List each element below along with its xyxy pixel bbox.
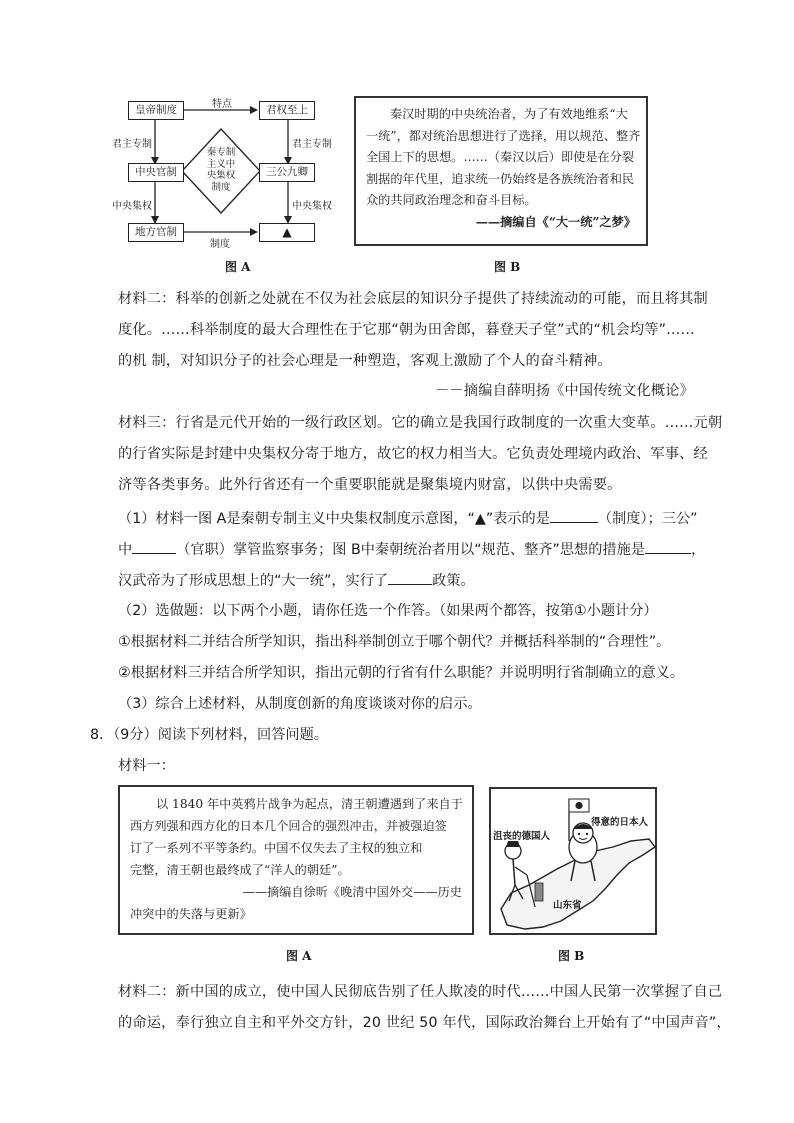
caption-figure-b-1: 图 B [494, 260, 521, 274]
question-1-line-1 [118, 508, 698, 529]
q1-text-f: 汉武帝为了形成思想上的“大一统”，实行了 [118, 573, 389, 589]
q8-quote-source-2: 冲突中的失落与更新》 [130, 907, 252, 921]
q1-text-g: 政策。 [432, 573, 475, 589]
material2-line-2: 度化。……科举制度的最大合理性在于它那“朝为田舍郎，暮登天子堂”式的“机会均等”…… [118, 322, 695, 338]
box-sangong-jiuqing: 三公九卿 [259, 163, 315, 182]
caption-figure-a-1: 图 A [225, 260, 251, 274]
label-central-right: 中央集权 [292, 201, 332, 212]
q8-quote-line-2: 西方列强和西方化的日本几个回合的强烈冲击，并被强迫签 [130, 819, 447, 833]
q8-quote-line-1: 以 1840 年中英鸦片战争为起点，清王朝遭遇到了来自于 [156, 797, 463, 811]
quote-line-2: 一统”，都对统治思想进行了选择，用以规范、整齐 [366, 128, 641, 143]
label-central-left: 中央集权 [112, 201, 152, 212]
question-2-option-2: ②根据材料三并结合所学知识，指出元朝的行省有什么职能？并说明明行省制确立的意义。 [118, 665, 685, 681]
material3-line-1: 材料三：行省是元代开始的一级行政区划。它的确立是我国行政制度的一次重大变革。……元朝 [118, 415, 723, 431]
answer-blank-3[interactable] [645, 539, 691, 554]
quote-line-3: 全国上下的思想。……（秦汉以后）即使是在分裂 [366, 150, 635, 164]
quote-box-figure-a-2 [118, 785, 474, 935]
box-central-officials: 中央官制 [128, 163, 184, 182]
q8-quote-source-1: ——摘编自徐昕《晚清中国外交——历史 [242, 885, 462, 899]
box-emperor-system: 皇帝制度 [128, 101, 184, 120]
q1-text-a: （1）材料一图 A是秦朝专制主义中央集权制度示意图，“▲”表示的是 [118, 511, 550, 527]
quote-source: ——摘编自《“大一统”之梦》 [475, 214, 636, 229]
q1-text-c: 中 [118, 542, 133, 558]
material2-line-1: 材料二：科举的创新之处就在不仅为社会底层的知识分子提供了持续流动的可能，而且将其制 [118, 291, 708, 307]
label-monarch-right: 君主专制 [292, 139, 332, 150]
question-3: （3）综合上述材料，从制度创新的角度谈谈对你的启示。 [118, 696, 482, 712]
diamond-line-1: 秦专制 [206, 147, 236, 158]
cartoon-drawing [491, 789, 657, 935]
label-province: 山东省 [553, 900, 582, 911]
question-2: （2）选做题：以下两个小题，请你任选一个作答。（如果两个都答，按第①小题计分） [118, 603, 658, 619]
answer-blank-1[interactable] [550, 508, 598, 523]
material3-line-2: 的行省实际是封建中央集权分寄于地方，故它的权力相当大。它负责处理境内政治、军事、经 [118, 446, 708, 462]
q1-text-e: ， [690, 542, 706, 558]
quote-line-1: 秦汉时期的中央统治者，为了有效地维系“大 [390, 107, 628, 121]
material2-line-3: 的机 制，对知识分子的社会心理是一种塑造，客观上激励了个人的奋斗精神。 [118, 353, 612, 369]
q8-quote-line-3: 订了一系列不平等条约。中国不仅失去了主权的独立和 [130, 841, 423, 855]
diagram-figure-a [110, 95, 335, 250]
label-japanese: 得意的日本人 [591, 817, 649, 828]
cartoon-figure-b [489, 787, 657, 935]
material3-line-3: 济等各类事务。此外行省还有一个重要职能就是聚集境内财富，以供中央需要。 [118, 477, 622, 493]
caption-figure-b-2: 图 B [558, 949, 585, 963]
box-triangle-blank: ▲ [259, 223, 315, 242]
question-1-line-2 [118, 539, 705, 560]
box-supreme-power: 君权至上 [259, 101, 315, 120]
answer-blank-2[interactable] [132, 539, 176, 554]
q8-material2-line-2: 的命运，奉行独立自主和平外交方针，20 世纪 50 年代，国际政治舞台上开始有了“中国声音”， [118, 1015, 731, 1031]
diamond-line-2: 主义中 [206, 158, 236, 170]
question-8-title: 8．（9分）阅读下列材料，回答问题。 [90, 727, 328, 743]
label-monarch-left: 君主专制 [112, 139, 152, 150]
label-german: 沮丧的德国人 [493, 831, 551, 842]
material2-source: －－摘编自薛明扬《中国传统文化概论》 [435, 383, 694, 399]
diamond-center-text [196, 147, 246, 193]
caption-figure-a-2: 图 A [286, 949, 312, 963]
q1-text-b: （制度）；三公” [597, 511, 698, 527]
box-local-officials: 地方官制 [128, 223, 184, 242]
quote-box-figure-b [354, 96, 648, 246]
label-system: 制度 [210, 239, 230, 250]
diamond-line-3: 央集权 [206, 170, 236, 181]
label-feature: 特点 [212, 99, 232, 110]
q1-text-d: （官职）掌管监察事务；图 B中秦朝统治者用以“规范、整齐”思想的措施是 [176, 542, 645, 558]
quote-line-4: 割据的年代里，追求统一仍始终是各族统治者和民 [366, 171, 635, 186]
question-2-option-1: ①根据材料二并结合所学知识，指出科举制创立于哪个朝代？并概括科举制的“合理性”。 [118, 634, 671, 650]
answer-blank-4[interactable] [388, 570, 432, 585]
q8-material2-line-1: 材料二：新中国的成立，使中国人民彻底告别了任人欺凌的时代……中国人民第一次掌握了自己 [118, 984, 723, 1000]
q8-material1-label: 材料一： [118, 758, 175, 774]
quote-line-5: 众的共同政治理念和奋斗目标。 [366, 193, 537, 207]
question-1-line-3 [118, 570, 475, 591]
diamond-line-4: 制度 [211, 181, 231, 193]
q8-quote-line-4: 完整，清王朝也最终成了“洋人的朝廷”。 [130, 863, 350, 877]
